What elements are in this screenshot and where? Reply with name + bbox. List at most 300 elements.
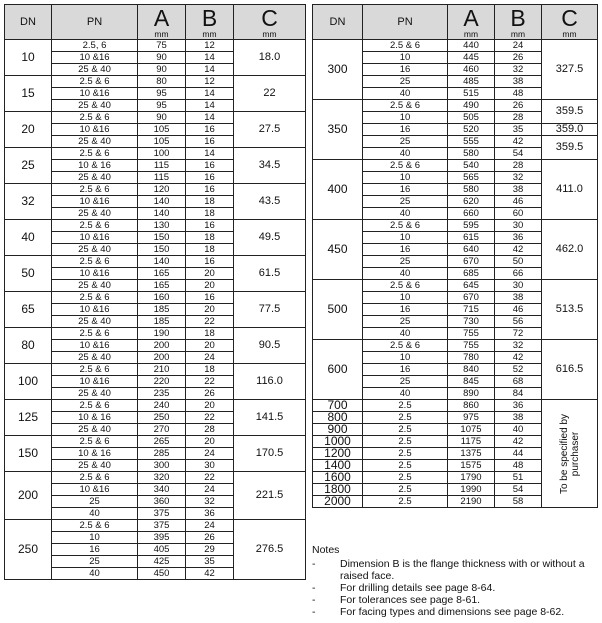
pn-header: PN	[52, 5, 138, 40]
b-cell: 36	[495, 232, 542, 244]
pn-cell: 10 &16	[52, 52, 138, 64]
pn-cell: 25 & 40	[52, 352, 138, 364]
a-cell: 890	[448, 388, 495, 400]
note-item: - For tolerances see page 8-61.	[312, 594, 602, 606]
pn-cell: 2.5 & 6	[52, 520, 138, 532]
b-cell: 26	[495, 52, 542, 64]
b-cell: 24	[186, 484, 234, 496]
notes-title: Notes	[312, 544, 340, 556]
table-row	[5, 184, 306, 196]
dn-cell: 600	[313, 340, 363, 400]
b-cell: 14	[186, 88, 234, 100]
b-cell: 58	[495, 496, 542, 508]
b-cell: 56	[495, 316, 542, 328]
pn-cell: 2.5 & 6	[52, 400, 138, 412]
b-header: B mm	[186, 5, 234, 40]
pn-cell: 40	[363, 268, 448, 280]
b-cell: 18	[186, 364, 234, 376]
a-cell: 1990	[448, 484, 495, 496]
dn-cell: 125	[5, 400, 52, 436]
pn-cell: 25	[363, 256, 448, 268]
dn-cell: 1800	[313, 484, 363, 496]
dn-cell: 700	[313, 400, 363, 412]
b-cell: 16	[186, 220, 234, 232]
pn-cell: 10 & 16	[52, 160, 138, 172]
a-cell: 615	[448, 232, 495, 244]
dn-cell: 250	[5, 520, 52, 580]
pn-cell: 25 & 40	[52, 424, 138, 436]
a-cell: 670	[448, 256, 495, 268]
pn-cell: 2.5 & 6	[52, 328, 138, 340]
pn-cell: 40	[363, 328, 448, 340]
b-cell: 18	[186, 328, 234, 340]
pn-cell: 40	[363, 88, 448, 100]
pn-cell: 2.5 & 6	[52, 220, 138, 232]
pn-cell: 10	[363, 52, 448, 64]
pn-header: PN	[363, 5, 448, 40]
dn-cell: 15	[5, 76, 52, 112]
pn-cell: 25 & 40	[52, 64, 138, 76]
pn-cell: 25	[363, 196, 448, 208]
b-cell: 84	[495, 388, 542, 400]
a-cell: 90	[138, 64, 186, 76]
pn-cell: 2.5 & 6	[363, 280, 448, 292]
table-row	[5, 76, 306, 88]
a-cell: 405	[138, 544, 186, 556]
c-cell: 616.5	[542, 340, 598, 400]
pn-cell: 25	[363, 376, 448, 388]
dn-cell: 50	[5, 256, 52, 292]
b-cell: 24	[186, 352, 234, 364]
a-cell: 755	[448, 340, 495, 352]
a-cell: 975	[448, 412, 495, 424]
b-cell: 66	[495, 268, 542, 280]
a-header: A mm	[448, 5, 495, 40]
c-cell: 359.5	[542, 136, 598, 160]
pn-cell: 16	[363, 64, 448, 76]
b-cell: 28	[186, 424, 234, 436]
c-cell: 141.5	[234, 400, 306, 436]
pn-cell: 2.5	[363, 436, 448, 448]
b-cell: 26	[495, 100, 542, 112]
note-item: - Dimension B is the flange thickness with or without a raised face.	[312, 558, 602, 582]
b-cell: 30	[495, 280, 542, 292]
c-cell: 462.0	[542, 220, 598, 280]
c-cell: 77.5	[234, 292, 306, 328]
dn-cell: 200	[5, 472, 52, 520]
b-cell: 26	[186, 532, 234, 544]
a-cell: 165	[138, 268, 186, 280]
pn-cell: 10	[363, 112, 448, 124]
c-cell: 327.5	[542, 40, 598, 100]
b-cell: 35	[186, 556, 234, 568]
c-cell: 90.5	[234, 328, 306, 364]
c-cell: 49.5	[234, 220, 306, 256]
pn-cell: 10 &16	[52, 304, 138, 316]
b-cell: 30	[186, 460, 234, 472]
b-cell: 32	[495, 64, 542, 76]
dn-cell: 10	[5, 40, 52, 76]
a-cell: 395	[138, 532, 186, 544]
a-cell: 515	[448, 88, 495, 100]
dn-cell: 65	[5, 292, 52, 328]
a-cell: 200	[138, 352, 186, 364]
b-cell: 16	[186, 184, 234, 196]
a-cell: 660	[448, 208, 495, 220]
dn-cell: 500	[313, 280, 363, 340]
pn-cell: 10 &16	[52, 340, 138, 352]
dn-header: DN	[5, 5, 52, 40]
a-cell: 140	[138, 196, 186, 208]
a-cell: 210	[138, 364, 186, 376]
a-cell: 270	[138, 424, 186, 436]
b-cell: 24	[186, 448, 234, 460]
pn-cell: 2.5 & 6	[52, 364, 138, 376]
b-cell: 51	[495, 472, 542, 484]
dn-cell: 150	[5, 436, 52, 472]
dn-cell: 350	[313, 100, 363, 160]
a-cell: 90	[138, 52, 186, 64]
dn-cell: 80	[5, 328, 52, 364]
a-cell: 1075	[448, 424, 495, 436]
a-cell: 1175	[448, 436, 495, 448]
b-cell: 46	[495, 304, 542, 316]
pn-cell: 40	[52, 568, 138, 580]
a-cell: 580	[448, 148, 495, 160]
table-row	[313, 40, 598, 52]
b-cell: 38	[495, 184, 542, 196]
a-cell: 860	[448, 400, 495, 412]
pn-cell: 10 &16	[52, 124, 138, 136]
table-row	[5, 112, 306, 124]
c-cell: 276.5	[234, 520, 306, 580]
a-cell: 250	[138, 412, 186, 424]
b-cell: 42	[186, 568, 234, 580]
c-cell: 22	[234, 76, 306, 112]
pn-cell: 16	[363, 244, 448, 256]
pn-cell: 40	[363, 208, 448, 220]
a-cell: 645	[448, 280, 495, 292]
a-cell: 445	[448, 52, 495, 64]
dn-cell: 1000	[313, 436, 363, 448]
a-cell: 555	[448, 136, 495, 148]
a-cell: 185	[138, 316, 186, 328]
a-cell: 2190	[448, 496, 495, 508]
table-row	[5, 220, 306, 232]
a-cell: 730	[448, 316, 495, 328]
dn-cell: 32	[5, 184, 52, 220]
c-cell: 34.5	[234, 148, 306, 184]
c-header: C mm	[234, 5, 306, 40]
pn-cell: 25 & 40	[52, 172, 138, 184]
a-cell: 150	[138, 232, 186, 244]
table-header-row	[313, 5, 598, 40]
a-cell: 100	[138, 148, 186, 160]
pn-cell: 10 &16	[52, 484, 138, 496]
b-cell: 32	[186, 496, 234, 508]
a-cell: 540	[448, 160, 495, 172]
c-cell: 18.0	[234, 40, 306, 76]
b-cell: 42	[495, 244, 542, 256]
b-cell: 12	[186, 76, 234, 88]
a-cell: 595	[448, 220, 495, 232]
pn-cell: 2.5 & 6	[363, 220, 448, 232]
a-cell: 375	[138, 508, 186, 520]
b-cell: 48	[495, 88, 542, 100]
pn-cell: 2.5 & 6	[363, 40, 448, 52]
dn-cell: 20	[5, 112, 52, 148]
b-cell: 20	[186, 436, 234, 448]
pn-cell: 2.5 & 6	[52, 76, 138, 88]
a-cell: 95	[138, 100, 186, 112]
pn-cell: 2.5 & 6	[363, 160, 448, 172]
a-cell: 185	[138, 304, 186, 316]
pn-cell: 2.5 & 6	[52, 184, 138, 196]
pn-cell: 16	[52, 544, 138, 556]
notes-section	[312, 544, 602, 618]
table-row	[313, 100, 598, 112]
b-cell: 38	[495, 76, 542, 88]
a-cell: 840	[448, 364, 495, 376]
pn-cell: 10 &16	[52, 376, 138, 388]
pn-cell: 25 & 40	[52, 100, 138, 112]
b-cell: 29	[186, 544, 234, 556]
b-cell: 32	[495, 340, 542, 352]
b-cell: 36	[495, 400, 542, 412]
pn-cell: 2.5	[363, 484, 448, 496]
c-note-cell	[542, 400, 598, 508]
pn-cell: 25 & 40	[52, 388, 138, 400]
c-cell: 116.0	[234, 364, 306, 400]
pn-cell: 2.5	[363, 400, 448, 412]
a-cell: 115	[138, 172, 186, 184]
b-cell: 35	[495, 124, 542, 136]
b-cell: 14	[186, 148, 234, 160]
a-cell: 105	[138, 136, 186, 148]
pn-cell: 2.5, 6	[52, 40, 138, 52]
b-cell: 12	[186, 40, 234, 52]
b-cell: 16	[186, 172, 234, 184]
pn-cell: 2.5	[363, 460, 448, 472]
a-cell: 140	[138, 208, 186, 220]
pn-cell: 10 &16	[52, 196, 138, 208]
pn-cell: 25 & 40	[52, 316, 138, 328]
a-cell: 320	[138, 472, 186, 484]
pn-cell: 40	[52, 508, 138, 520]
left-flange-table	[4, 4, 306, 580]
b-cell: 22	[186, 412, 234, 424]
a-cell: 490	[448, 100, 495, 112]
b-cell: 20	[186, 304, 234, 316]
a-cell: 580	[448, 184, 495, 196]
pn-cell: 2.5 & 6	[363, 340, 448, 352]
b-cell: 28	[495, 112, 542, 124]
pn-cell: 25	[363, 76, 448, 88]
b-cell: 52	[495, 364, 542, 376]
pn-cell: 16	[363, 184, 448, 196]
pn-cell: 10 &16	[52, 88, 138, 100]
a-cell: 1375	[448, 448, 495, 460]
pn-cell: 25	[52, 556, 138, 568]
pn-cell: 2.5	[363, 448, 448, 460]
b-cell: 60	[495, 208, 542, 220]
pn-cell: 25 & 40	[52, 460, 138, 472]
note-item: - For facing types and dimensions see page 8-62.	[312, 606, 602, 618]
c-cell: 27.5	[234, 112, 306, 148]
pn-cell: 2.5 & 6	[363, 100, 448, 112]
b-cell: 24	[495, 40, 542, 52]
c-header: C mm	[542, 5, 598, 40]
pn-cell: 16	[363, 304, 448, 316]
b-cell: 18	[186, 208, 234, 220]
b-cell: 22	[186, 376, 234, 388]
a-cell: 200	[138, 340, 186, 352]
c-cell: 359.5	[542, 100, 598, 124]
a-cell: 90	[138, 112, 186, 124]
b-cell: 16	[186, 124, 234, 136]
dn-header: DN	[313, 5, 363, 40]
dn-cell: 1600	[313, 472, 363, 484]
b-cell: 42	[495, 352, 542, 364]
b-cell: 14	[186, 100, 234, 112]
b-header: B mm	[495, 5, 542, 40]
b-cell: 40	[495, 424, 542, 436]
a-cell: 485	[448, 76, 495, 88]
a-cell: 520	[448, 124, 495, 136]
b-cell: 42	[495, 136, 542, 148]
pn-cell: 40	[363, 148, 448, 160]
b-cell: 28	[495, 160, 542, 172]
c-cell: 513.5	[542, 280, 598, 340]
a-cell: 340	[138, 484, 186, 496]
pn-cell: 2.5 & 6	[52, 256, 138, 268]
pn-cell: 10 &16	[52, 268, 138, 280]
pn-cell: 25	[52, 496, 138, 508]
a-cell: 685	[448, 268, 495, 280]
b-cell: 14	[186, 52, 234, 64]
b-cell: 16	[186, 256, 234, 268]
dn-cell: 100	[5, 364, 52, 400]
pn-cell: 40	[363, 388, 448, 400]
a-cell: 285	[138, 448, 186, 460]
pn-cell: 16	[363, 124, 448, 136]
b-cell: 46	[495, 196, 542, 208]
b-cell: 50	[495, 256, 542, 268]
table-row	[5, 256, 306, 268]
table-row	[5, 292, 306, 304]
a-cell: 105	[138, 124, 186, 136]
a-cell: 460	[448, 64, 495, 76]
pn-cell: 10 &16	[52, 232, 138, 244]
pn-cell: 25 & 40	[52, 244, 138, 256]
pn-cell: 2.5	[363, 472, 448, 484]
b-cell: 38	[495, 292, 542, 304]
note-item: - For drilling details see page 8-64.	[312, 582, 602, 594]
pn-cell: 2.5 & 6	[52, 112, 138, 124]
purchaser-note: To be specified by purchaser	[558, 413, 581, 494]
b-cell: 14	[186, 112, 234, 124]
table-row	[5, 328, 306, 340]
pn-cell: 10 & 16	[52, 448, 138, 460]
a-cell: 845	[448, 376, 495, 388]
table-row	[5, 520, 306, 532]
a-cell: 235	[138, 388, 186, 400]
right-flange-table	[312, 4, 598, 508]
dn-cell: 800	[313, 412, 363, 424]
pn-cell: 25 & 40	[52, 136, 138, 148]
pn-cell: 2.5 & 6	[52, 436, 138, 448]
a-cell: 115	[138, 160, 186, 172]
pn-cell: 2.5 & 6	[52, 292, 138, 304]
pn-cell: 2.5	[363, 424, 448, 436]
b-cell: 54	[495, 148, 542, 160]
pn-cell: 16	[363, 364, 448, 376]
a-cell: 300	[138, 460, 186, 472]
dn-cell: 40	[5, 220, 52, 256]
b-cell: 16	[186, 292, 234, 304]
table-row	[5, 148, 306, 160]
table-row	[5, 364, 306, 376]
table-row	[313, 160, 598, 172]
pn-cell: 25	[363, 136, 448, 148]
a-cell: 620	[448, 196, 495, 208]
pn-cell: 2.5	[363, 412, 448, 424]
a-cell: 1790	[448, 472, 495, 484]
pn-cell: 25 & 40	[52, 280, 138, 292]
pn-cell: 10 & 16	[52, 412, 138, 424]
a-header: A mm	[138, 5, 186, 40]
pn-cell: 10	[363, 172, 448, 184]
pn-cell: 10	[363, 352, 448, 364]
b-cell: 42	[495, 436, 542, 448]
b-cell: 14	[186, 64, 234, 76]
b-cell: 44	[495, 448, 542, 460]
notes-list	[312, 558, 602, 618]
b-cell: 20	[186, 268, 234, 280]
b-cell: 22	[186, 316, 234, 328]
pn-cell: 10	[363, 292, 448, 304]
table-row	[5, 472, 306, 484]
dn-cell: 300	[313, 40, 363, 100]
a-cell: 505	[448, 112, 495, 124]
a-cell: 715	[448, 304, 495, 316]
table-row	[5, 40, 306, 52]
a-cell: 755	[448, 328, 495, 340]
a-cell: 190	[138, 328, 186, 340]
table-row	[313, 280, 598, 292]
dn-cell: 1200	[313, 448, 363, 460]
a-cell: 140	[138, 256, 186, 268]
dn-cell: 450	[313, 220, 363, 280]
a-cell: 240	[138, 400, 186, 412]
b-cell: 24	[186, 520, 234, 532]
a-cell: 670	[448, 292, 495, 304]
a-cell: 95	[138, 88, 186, 100]
pn-cell: 2.5 & 6	[52, 148, 138, 160]
b-cell: 38	[495, 412, 542, 424]
dn-cell: 1400	[313, 460, 363, 472]
c-cell: 61.5	[234, 256, 306, 292]
table-row	[5, 436, 306, 448]
b-cell: 30	[495, 220, 542, 232]
b-cell: 22	[186, 472, 234, 484]
pn-cell: 2.5 & 6	[52, 472, 138, 484]
b-cell: 36	[186, 508, 234, 520]
dn-cell: 900	[313, 424, 363, 436]
a-cell: 565	[448, 172, 495, 184]
pn-cell: 10	[363, 232, 448, 244]
pn-cell: 2.5	[363, 496, 448, 508]
